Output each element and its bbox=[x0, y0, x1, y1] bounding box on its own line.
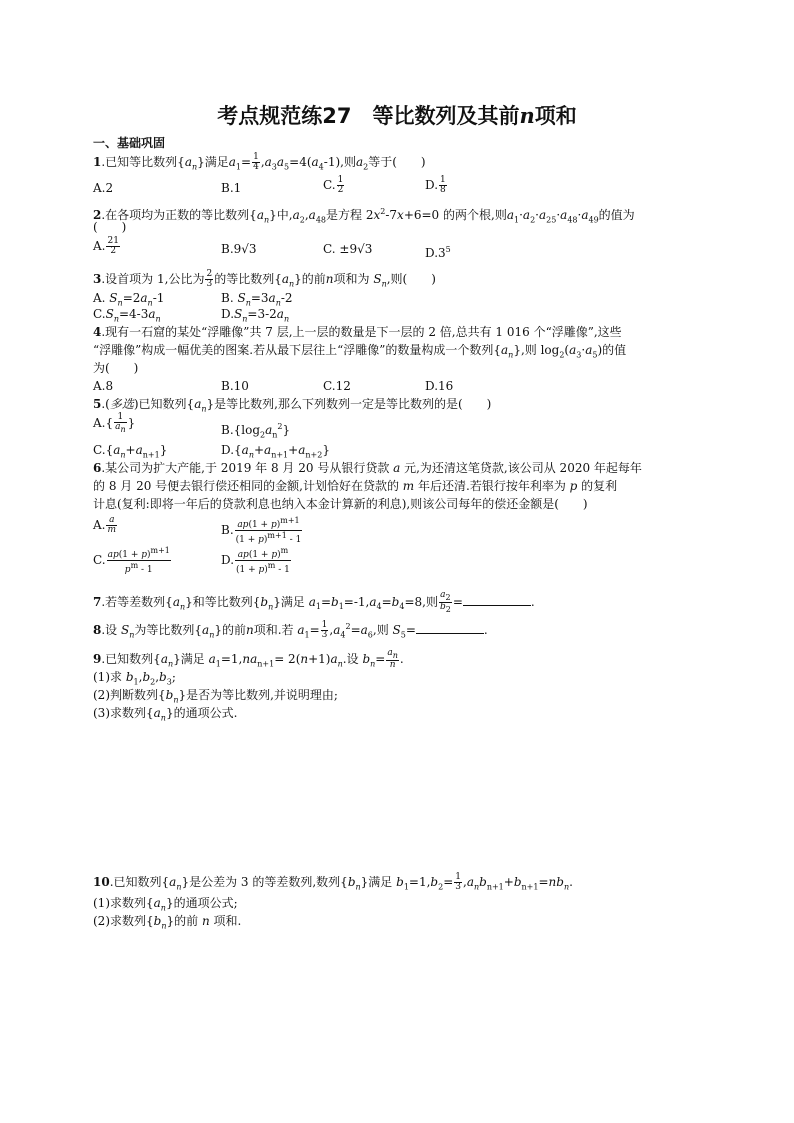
q1-option-c: C. $\frac{1}{2}$ bbox=[323, 175, 344, 195]
q2-option-c: C. ±9√3 bbox=[323, 242, 373, 256]
q3-option-b: B. $S_n=3a_n-2$ bbox=[221, 291, 293, 308]
q4-option-d: D.16 bbox=[425, 379, 454, 393]
q2-option-b: B.9√3 bbox=[221, 242, 257, 256]
q4-option-c: C.12 bbox=[323, 379, 351, 393]
page-title: 考点规范练27 等比数列及其前n项和 bbox=[217, 103, 577, 128]
question-2: 2.在各项均为正数的等比数列$\{a_n\}$中$,a_2,a_{48}$是方程 $2x^2-7x+6=0$ 的两个根,则$a_1\cdot a_2\cdot a_{25}\cdot a_{48}\cdot a_{49}$的值为 bbox=[93, 207, 635, 225]
q7-answer-blank bbox=[463, 595, 531, 606]
question-2-cont: ( ) bbox=[93, 220, 127, 234]
q6-option-c: C. $\frac{ap(1 + p)^{m+1}}{p^m - 1}$ bbox=[93, 546, 170, 575]
q10-part-2: (2)求数列$\{b_n\}$的前 n 项和. bbox=[93, 914, 242, 931]
question-6-line-1: 6.某公司为扩大产能,于 2019 年 8 月 20 号从银行贷款 a 元,为还清这笔贷款,该公司从 2020 年起每年 bbox=[93, 461, 642, 475]
question-6-line-2: 的 8 月 20 号便去银行偿还相同的金额,计划恰好在贷款的 m 年后还清.若银行按年利率为 p 的复利 bbox=[93, 479, 618, 493]
question-7: 7.若等差数列$\{a_n\}$和等比数列$\{b_n\}$满足 $a_1=b_1=-1,a_4=b_4=8$,则 $\frac{a_2}{b_2}$ = . bbox=[93, 590, 535, 614]
q3-option-a: A. $S_n=2a_n-1$ bbox=[93, 291, 165, 308]
question-6-line-3: 计息(复利:即将一年后的贷款利息也纳入本金计算新的利息),则该公司每年的偿还金额是( ) bbox=[93, 497, 588, 511]
q4-option-a: A.8 bbox=[93, 379, 114, 393]
q1-option-d: D. $\frac{1}{8}$ bbox=[425, 175, 446, 195]
q6-option-a: A. $\frac{a}{m}$ bbox=[93, 515, 117, 535]
question-4-line-1: 4.现有一石窟的某处“浮雕像”共 7 层,上一层的数量是下一层的 2 倍,总共有 1 016 个“浮雕像”,这些 bbox=[93, 325, 622, 339]
q3-option-d: $D.S_n=3-2a_n$ bbox=[221, 307, 290, 324]
q2-option-a: A. $\frac{21}{2}$ bbox=[93, 236, 119, 256]
q6-option-b: B. $\frac{ap(1 + p)^{m+1}}{(1 + p)^{m+1} - 1}$ bbox=[221, 516, 302, 545]
q9-part-3: (3)求数列$\{a_n\}$的通项公式. bbox=[93, 706, 238, 723]
q5-option-c: $C.\{a_n+a_{n+1}\}$ bbox=[93, 443, 168, 460]
q1-option-b: B.1 bbox=[221, 181, 242, 195]
question-1: 1.已知等比数列$\{a_n\}$满足$a_1=$ $\frac{1}{4}$ $,a_3a_5=4(a_4-1)$,则$a_2$等于( ) bbox=[93, 152, 426, 172]
question-4-line-3: 为( ) bbox=[93, 361, 139, 375]
q2-option-d: $D.3^5$ bbox=[425, 245, 451, 260]
question-10: 10.已知数列$\{a_n\}$是公差为 3 的等差数列,数列$\{b_n\}$满足 $b_1=1,b_2=$ $\frac{1}{3}$ $,a_nb_{n+1}+b_{n+1}=nb_n$. bbox=[93, 872, 573, 892]
q9-part-2: (2)判断数列$\{b_n\}$是否为等比数列,并说明理由; bbox=[93, 688, 338, 705]
q3-option-c: $C.S_n=4-3a_n$ bbox=[93, 307, 161, 324]
q9-part-1: (1)求 $b_1,b_2,b_3$; bbox=[93, 670, 176, 687]
q5-option-b: $B.\{\log_2a_n^2\}$ bbox=[221, 422, 291, 440]
question-9: 9.已知数列$\{a_n\}$满足 $a_1=1,na_{n+1}= 2(n+1)a_n$.设 $b_n=$ $\frac{a_n}{n}$ . bbox=[93, 648, 404, 670]
q5-option-d: $D.\{a_n+a_{n+1}+a_{n+2}\}$ bbox=[221, 443, 330, 460]
question-4-line-2: “浮雕像”构成一幅优美的图案.若从最下层往上“浮雕像”的数量构成一个数列$\{a_n\}$,则 $\log_2(a_3\cdot a_5)$的值 bbox=[93, 343, 627, 360]
question-8: 8.设 $S_n$为等比数列$\{a_n\}$的前n项和.若 $a_1=$ $\frac{1}{3}$ $,a_4^2=a_6$,则 $S_5=$ . bbox=[93, 620, 488, 640]
q6-option-d: D. $\frac{ap(1 + p)^m}{(1 + p)^m - 1}$ bbox=[221, 546, 290, 575]
q5-option-a: A.{ $\frac{1}{a_n}$ } bbox=[93, 412, 136, 434]
q4-option-b: B.10 bbox=[221, 379, 249, 393]
q1-option-a: A.2 bbox=[93, 181, 114, 195]
section-heading: 一、基础巩固 bbox=[93, 136, 166, 150]
q8-answer-blank bbox=[416, 623, 484, 634]
q10-part-1: (1)求数列$\{a_n\}$的通项公式; bbox=[93, 896, 238, 913]
question-5: 5.(多选)已知数列$\{a_n\}$是等比数列,那么下列数列一定是等比数列的是( ) bbox=[93, 397, 492, 414]
question-3: 3.设首项为 1,公比为 $\frac{2}{3}$ 的等比数列$\{a_n\}$的前n项和为 $S_n$,则( ) bbox=[93, 269, 436, 289]
